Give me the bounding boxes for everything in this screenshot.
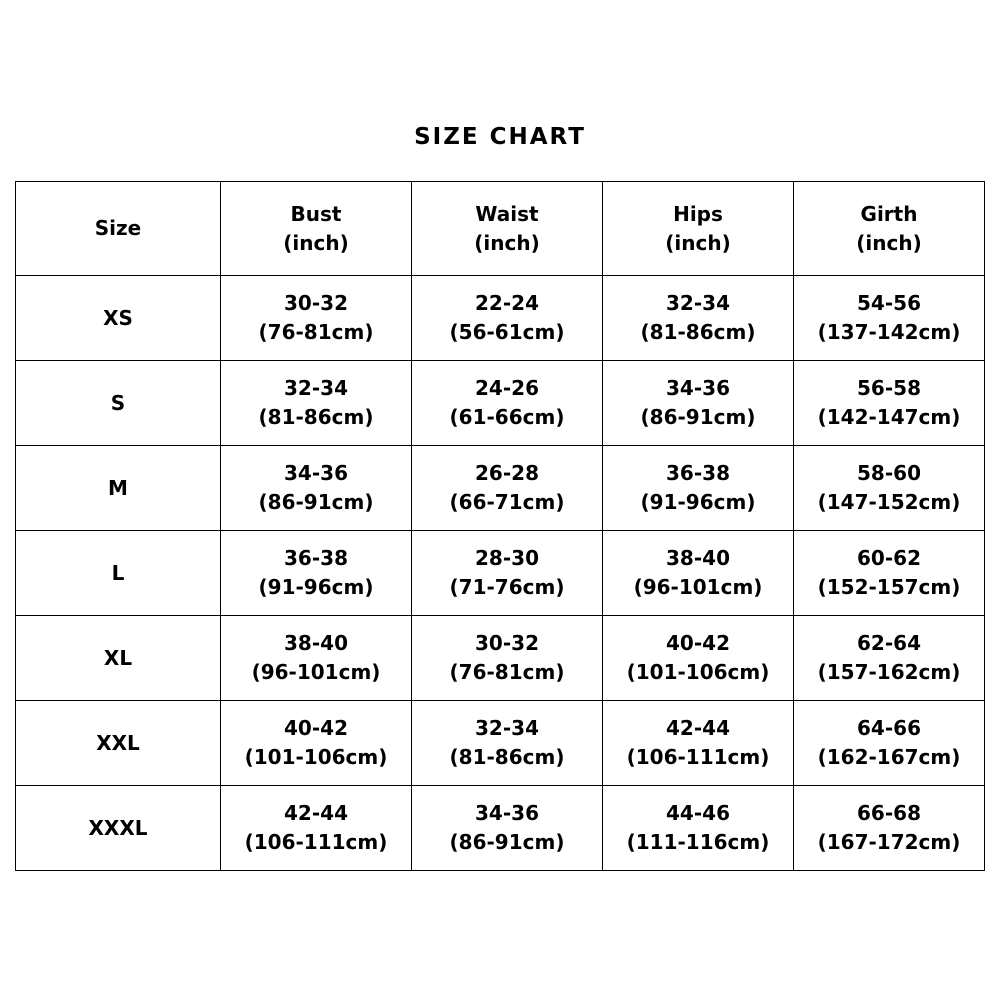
size-chart-table <box>15 181 985 871</box>
girth-inch: 64-66 <box>857 716 921 740</box>
hips-inch: 36-38 <box>666 461 730 485</box>
table-body <box>16 276 985 871</box>
bust-cm: (106-111cm) <box>244 830 388 854</box>
bust-cm: (76-81cm) <box>258 320 374 344</box>
girth-cm: (142-147cm) <box>817 405 961 429</box>
hips-inch: 44-46 <box>666 801 730 825</box>
bust-inch: 40-42 <box>284 716 348 740</box>
hips-inch: 34-36 <box>666 376 730 400</box>
cell-bust <box>221 361 412 446</box>
waist-inch: 26-28 <box>475 461 539 485</box>
hips-inch: 42-44 <box>666 716 730 740</box>
bust-inch: 42-44 <box>284 801 348 825</box>
girth-cm: (157-162cm) <box>817 660 961 684</box>
bust-cm: (96-101cm) <box>251 660 381 684</box>
hips-inch: 40-42 <box>666 631 730 655</box>
cell-girth <box>794 276 985 361</box>
column-header-bust <box>221 182 412 276</box>
waist-cm: (86-91cm) <box>449 830 565 854</box>
page-title: SIZE CHART <box>414 124 586 150</box>
cell-size <box>16 531 221 616</box>
cell-hips <box>603 361 794 446</box>
cell-bust <box>221 616 412 701</box>
cell-hips <box>603 701 794 786</box>
column-header-waist <box>412 182 603 276</box>
size-label: M <box>108 475 128 500</box>
column-header-hips-unit: (inch) <box>665 230 731 255</box>
column-header-size <box>16 182 221 276</box>
column-header-bust-unit: (inch) <box>283 230 349 255</box>
cell-size <box>16 616 221 701</box>
column-header-hips <box>603 182 794 276</box>
cell-hips <box>603 446 794 531</box>
waist-inch: 30-32 <box>475 631 539 655</box>
size-label: S <box>110 390 126 415</box>
hips-cm: (96-101cm) <box>633 575 763 599</box>
cell-bust <box>221 701 412 786</box>
waist-cm: (66-71cm) <box>449 490 565 514</box>
bust-cm: (81-86cm) <box>258 405 374 429</box>
column-header-girth-unit: (inch) <box>856 230 922 255</box>
table-row <box>16 701 985 786</box>
cell-waist <box>412 616 603 701</box>
girth-inch: 66-68 <box>857 801 921 825</box>
cell-waist <box>412 531 603 616</box>
cell-bust <box>221 786 412 871</box>
cell-girth <box>794 616 985 701</box>
column-header-girth-label: Girth <box>860 201 918 226</box>
waist-cm: (76-81cm) <box>449 660 565 684</box>
girth-inch: 60-62 <box>857 546 921 570</box>
cell-hips <box>603 786 794 871</box>
waist-inch: 24-26 <box>475 376 539 400</box>
table-row <box>16 446 985 531</box>
bust-inch: 30-32 <box>284 291 348 315</box>
bust-inch: 34-36 <box>284 461 348 485</box>
girth-inch: 58-60 <box>857 461 921 485</box>
size-label: XS <box>103 305 133 330</box>
size-label: XXXL <box>88 815 148 840</box>
column-header-bust-label: Bust <box>290 201 342 226</box>
bust-inch: 38-40 <box>284 631 348 655</box>
column-header-girth <box>794 182 985 276</box>
waist-inch: 28-30 <box>475 546 539 570</box>
waist-inch: 34-36 <box>475 801 539 825</box>
cell-size <box>16 276 221 361</box>
size-chart-table-wrapper <box>15 181 985 871</box>
cell-waist <box>412 701 603 786</box>
column-header-waist-unit: (inch) <box>474 230 540 255</box>
bust-cm: (91-96cm) <box>258 575 374 599</box>
cell-waist <box>412 446 603 531</box>
cell-waist <box>412 276 603 361</box>
girth-cm: (162-167cm) <box>817 745 961 769</box>
size-label: XL <box>103 645 133 670</box>
hips-inch: 32-34 <box>666 291 730 315</box>
girth-cm: (147-152cm) <box>817 490 961 514</box>
cell-girth <box>794 361 985 446</box>
hips-cm: (101-106cm) <box>626 660 770 684</box>
girth-inch: 56-58 <box>857 376 921 400</box>
cell-girth <box>794 701 985 786</box>
size-label: L <box>111 560 125 585</box>
cell-size <box>16 786 221 871</box>
cell-girth <box>794 531 985 616</box>
cell-waist <box>412 786 603 871</box>
waist-inch: 32-34 <box>475 716 539 740</box>
girth-cm: (167-172cm) <box>817 830 961 854</box>
hips-cm: (81-86cm) <box>640 320 756 344</box>
cell-size <box>16 361 221 446</box>
waist-cm: (61-66cm) <box>449 405 565 429</box>
cell-girth <box>794 786 985 871</box>
hips-inch: 38-40 <box>666 546 730 570</box>
cell-bust <box>221 531 412 616</box>
table-row <box>16 361 985 446</box>
cell-hips <box>603 616 794 701</box>
column-header-size-label: Size <box>94 216 142 240</box>
cell-bust <box>221 276 412 361</box>
cell-waist <box>412 361 603 446</box>
hips-cm: (86-91cm) <box>640 405 756 429</box>
cell-size <box>16 701 221 786</box>
table-row <box>16 531 985 616</box>
waist-cm: (81-86cm) <box>449 745 565 769</box>
girth-cm: (137-142cm) <box>817 320 961 344</box>
girth-cm: (152-157cm) <box>817 575 961 599</box>
hips-cm: (91-96cm) <box>640 490 756 514</box>
hips-cm: (106-111cm) <box>626 745 770 769</box>
waist-cm: (71-76cm) <box>449 575 565 599</box>
column-header-hips-label: Hips <box>673 201 723 226</box>
size-label: XXL <box>96 730 140 755</box>
cell-size <box>16 446 221 531</box>
girth-inch: 54-56 <box>857 291 921 315</box>
cell-bust <box>221 446 412 531</box>
cell-hips <box>603 531 794 616</box>
hips-cm: (111-116cm) <box>626 830 770 854</box>
bust-cm: (101-106cm) <box>244 745 388 769</box>
table-row <box>16 616 985 701</box>
table-header-row <box>16 182 985 276</box>
bust-cm: (86-91cm) <box>258 490 374 514</box>
cell-girth <box>794 446 985 531</box>
waist-cm: (56-61cm) <box>449 320 565 344</box>
waist-inch: 22-24 <box>475 291 539 315</box>
column-header-waist-label: Waist <box>475 201 539 226</box>
cell-hips <box>603 276 794 361</box>
girth-inch: 62-64 <box>857 631 921 655</box>
table-row <box>16 276 985 361</box>
bust-inch: 32-34 <box>284 376 348 400</box>
table-row <box>16 786 985 871</box>
table-header <box>16 182 985 276</box>
bust-inch: 36-38 <box>284 546 348 570</box>
